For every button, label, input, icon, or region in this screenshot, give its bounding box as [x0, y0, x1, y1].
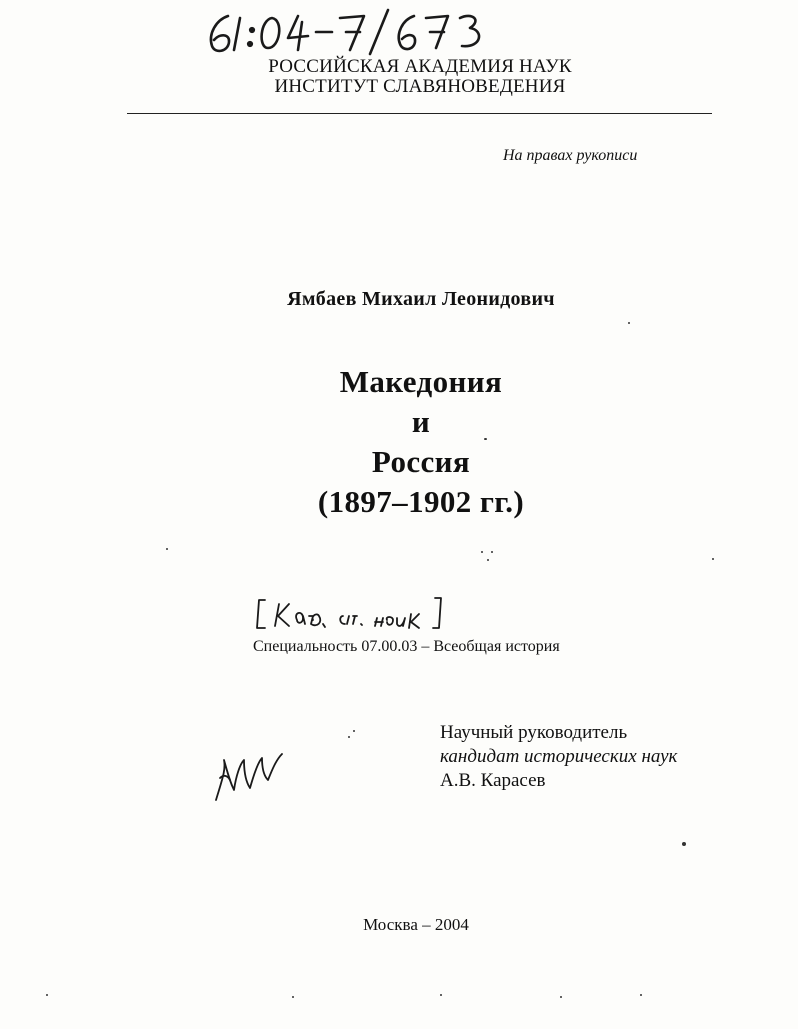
title-line-4-text: (1897–1902 гг.) — [317, 484, 525, 519]
scan-speck — [484, 438, 487, 440]
handwritten-signature — [210, 730, 290, 810]
title-line-4 — [0, 484, 798, 520]
handwritten-archive-number — [200, 4, 520, 60]
title-line-2 — [0, 404, 798, 440]
scan-speck — [640, 994, 642, 996]
organization-line-1: РОССИЙСКАЯ АКАДЕМИЯ НАУК — [268, 56, 572, 77]
manuscript-rights-note: На правах рукописи — [503, 147, 638, 164]
scan-speck — [560, 996, 562, 998]
specialty-line: Специальность 07.00.03 – Всеобщая история — [253, 638, 560, 655]
supervisor-name: А.В. Карасев — [440, 770, 546, 791]
city-and-year — [0, 915, 798, 935]
author-name — [0, 288, 798, 311]
scan-speck — [628, 322, 630, 324]
scan-speck — [348, 736, 350, 738]
organization-line-2: ИНСТИТУТ СЛАВЯНОВЕДЕНИЯ — [274, 76, 566, 97]
scan-speck — [440, 994, 442, 996]
scan-speck — [712, 558, 714, 560]
header-divider — [127, 113, 712, 114]
title-line-3-text: Россия — [371, 444, 471, 479]
scan-speck — [487, 559, 489, 561]
scan-speck — [46, 994, 48, 996]
city-and-year-text: Москва – 2004 — [363, 915, 469, 934]
scan-speck — [166, 548, 168, 550]
title-line-3 — [0, 444, 798, 480]
title-line-2-text: и — [411, 404, 431, 439]
scan-speck — [481, 551, 483, 553]
title-line-1-text: Македония — [339, 364, 503, 399]
scan-speck — [491, 551, 493, 553]
supervisor-label: Научный руководитель — [440, 722, 628, 743]
scan-speck — [292, 996, 294, 998]
supervisor-degree: кандидат исторических наук — [440, 746, 678, 767]
author-name-text: Ямбаев Михаил Леонидович — [287, 288, 555, 310]
scan-speck — [682, 842, 686, 846]
scan-speck — [353, 730, 355, 732]
handwritten-degree-note — [253, 594, 453, 634]
title-line-1 — [0, 364, 798, 400]
